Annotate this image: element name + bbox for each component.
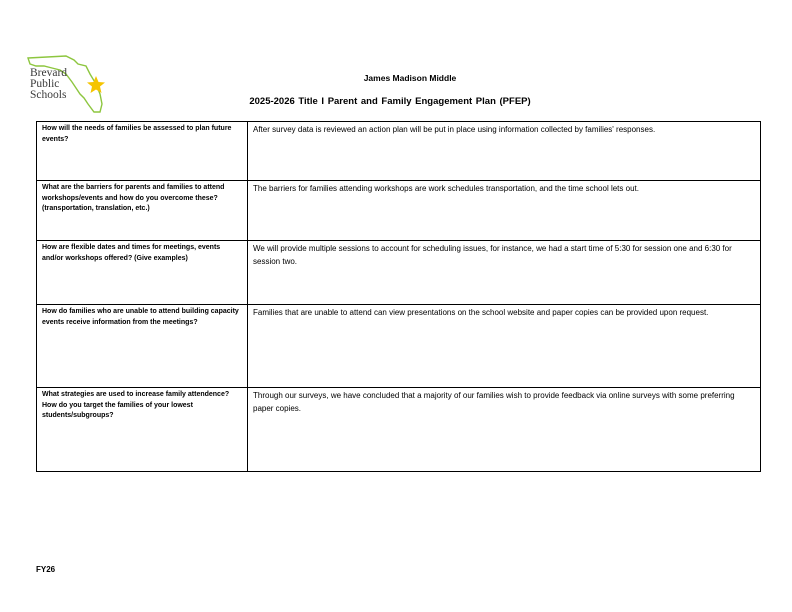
table-row (37, 305, 761, 388)
footer-label: FY26 (36, 565, 56, 574)
answer-cell: After survey data is reviewed an action plan will be put in place using information collected by families' responses. (248, 122, 761, 181)
table-row (37, 388, 761, 472)
question-cell: How do families who are unable to attend building capacity events receive information from the meetings? (37, 305, 248, 388)
answer-cell: Through our surveys, we have concluded that a majority of our families wish to provide feedback via online surveys with some preferring paper copies. (248, 388, 761, 472)
logo-line-3: Schools (30, 89, 67, 101)
logo-line-1: Brevard (30, 67, 68, 79)
school-name: James Madison Middle (363, 73, 457, 83)
table-row (37, 241, 761, 305)
question-cell: How are flexible dates and times for meetings, events and/or workshops offered? (Give examples) (37, 241, 248, 305)
table-row (37, 181, 761, 241)
answer-cell: Families that are unable to attend can view presentations on the school website and paper copies can be provided upon request. (248, 305, 761, 388)
table-row (37, 122, 761, 181)
logo-line-2: Public (30, 78, 60, 90)
question-cell: How will the needs of families be assessed to plan future events? (37, 122, 248, 181)
question-cell: What are the barriers for parents and families to attend workshops/events and how do you overcome these? (transportation, translation, etc.) (37, 181, 248, 241)
question-cell: What strategies are used to increase family attendence? How do you target the families of your lowest students/subgroups? (37, 388, 248, 472)
answer-cell: The barriers for families attending workshops are work schedules transportation, and the time school lets out. (248, 181, 761, 241)
plan-title: 2025-2026 Title I Parent and Family Engagement Plan (PFEP) (249, 96, 531, 107)
engagement-plan-table (36, 121, 761, 472)
answer-cell: We will provide multiple sessions to account for scheduling issues, for instance, we had a start time of 5:30 for session one and 6:30 for session two. (248, 241, 761, 305)
